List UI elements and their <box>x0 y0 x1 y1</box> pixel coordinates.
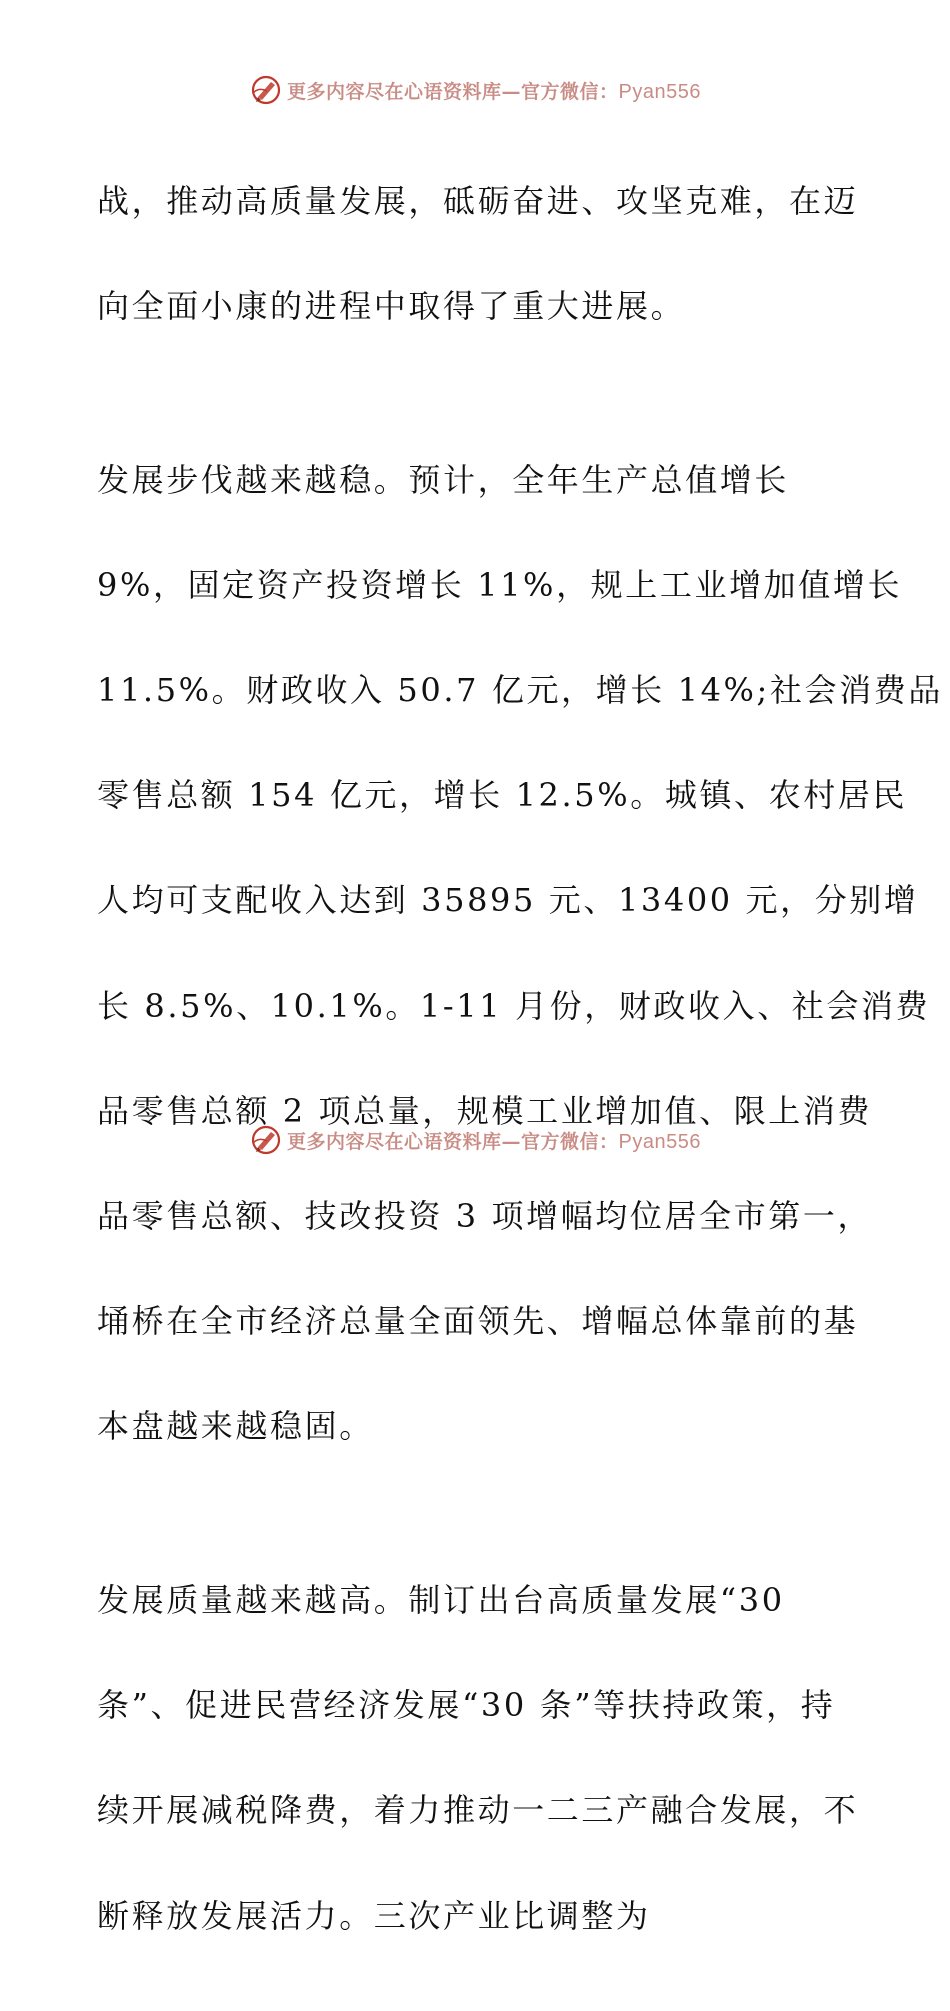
text-line: 发展质量越来越高。制订出台高质量发展“30 <box>97 1581 785 1620</box>
document-body <box>97 122 943 2011</box>
text-line: 埇桥在全市经济总量全面领先、增幅总体靠前的基 <box>97 1302 859 1341</box>
paragraph <box>97 1521 867 1994</box>
text-line: 断释放发展活力。三次产业比调整为 <box>97 1896 651 1935</box>
watermark-text: 更多内容尽在心语资料库—官方微信：Pyan556 <box>287 1130 701 1153</box>
header-watermark <box>0 70 950 110</box>
text-line: 11.5%。财政收入 50.7 亿元，增长 14%;社会消费品 <box>97 670 943 709</box>
text-line: 发展步伐越来越稳。预计，全年生产总值增长 <box>97 460 790 499</box>
pen-logo-icon <box>249 1123 283 1157</box>
text-line: 9%，固定资产投资增长 11%，规上工业增加值增长 <box>97 565 903 604</box>
text-line: 本盘越来越稳固。 <box>97 1407 374 1446</box>
text-line: 零售总额 154 亿元，增长 12.5%。城镇、农村居民 <box>97 776 908 815</box>
text-line: 战，推动高质量发展，砥砺奋进、攻坚克难，在迈 <box>97 181 859 220</box>
paragraph <box>97 122 867 385</box>
paragraph <box>97 401 943 1505</box>
text-line: 向全面小康的进程中取得了重大进展。 <box>97 286 686 325</box>
text-line: 条”、促进民营经济发展“30 条”等扶持政策，持 <box>97 1686 836 1725</box>
text-line: 续开展减税降费，着力推动一二三产融合发展，不 <box>97 1791 859 1830</box>
text-line: 品零售总额、技改投资 3 项增幅均位居全市第一， <box>97 1196 873 1235</box>
text-line: 品零售总额 2 项总量，规模工业增加值、限上消费 <box>97 1091 873 1130</box>
pen-logo-icon <box>249 73 283 107</box>
footer-watermark <box>0 1120 950 1160</box>
text-line: 长 8.5%、10.1%。1-11 月份，财政收入、社会消费 <box>97 986 931 1025</box>
watermark-text: 更多内容尽在心语资料库—官方微信：Pyan556 <box>287 80 701 103</box>
text-line: 人均可支配收入达到 35895 元、13400 元，分别增 <box>97 881 919 920</box>
